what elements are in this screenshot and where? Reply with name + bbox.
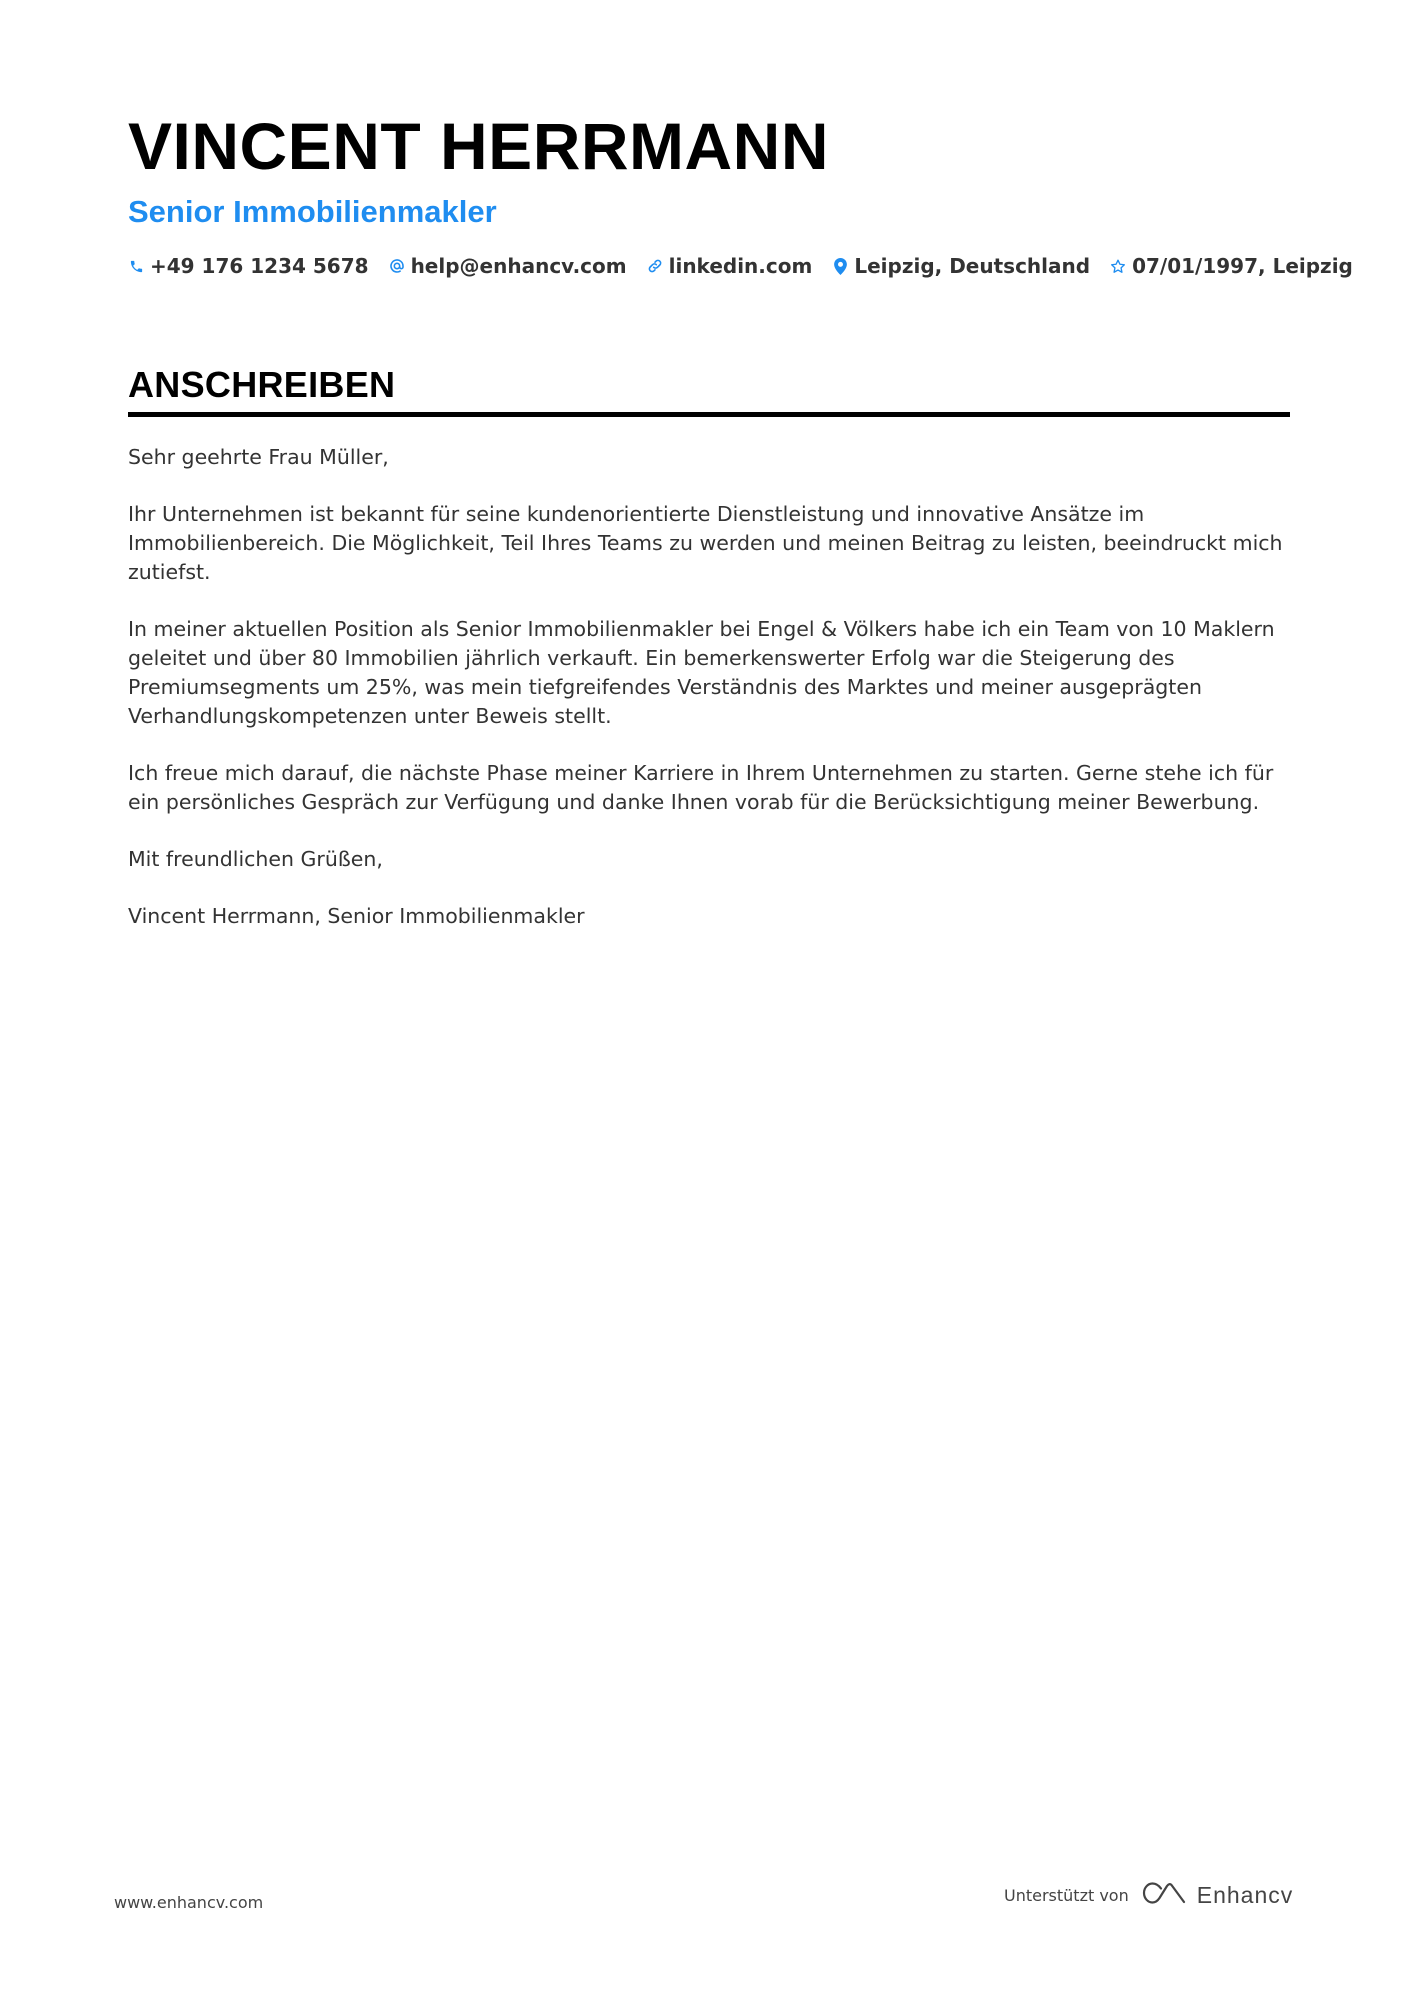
contact-bar [128, 254, 1353, 278]
letter-closing: Mit freundlichen Grüßen, [128, 847, 383, 871]
enhancv-logo-icon [1141, 1880, 1187, 1910]
contact-location-text: Leipzig, Deutschland [854, 254, 1091, 278]
contact-birth [1110, 254, 1353, 278]
contact-linkedin-text[interactable]: linkedin.com [668, 254, 813, 278]
letter-salutation: Sehr geehrte Frau Müller, [128, 445, 389, 469]
contact-phone [128, 254, 369, 278]
letter-signature: Vincent Herrmann, Senior Immobilienmakler [128, 904, 585, 928]
letter-body [128, 443, 1290, 931]
section-divider [128, 412, 1290, 417]
letter-paragraph: Ihr Unternehmen ist bekannt für seine kundenorientierte Dienstleistung und innovative Ansätze im Immobilienbereich. Die Möglichkeit, Teil Ihres Teams zu werden und meinen Beitrag zu leisten, beeindruckt mich zutiefst. [128, 502, 1283, 584]
phone-icon [128, 256, 144, 276]
contact-linkedin [647, 254, 813, 278]
letter-paragraph: In meiner aktuellen Position als Senior Immobilienmakler bei Engel & Völkers habe ich ein Team von 10 Maklern geleitet und über 80 Immobilien jährlich verkauft. Ein bemerkenswerter Erfolg war die Steigerung des Premiumsegments um 25%, was mein tiefgreifendes Verständnis des Marktes und meiner ausgeprägten Verhandlungskompetenzen unter Beweis stellt. [128, 617, 1275, 728]
at-icon [389, 256, 405, 276]
contact-email-text[interactable]: help@enhancv.com [410, 254, 627, 278]
job-title: Senior Immobilienmakler [128, 194, 497, 229]
section-title: ANSCHREIBEN [128, 364, 396, 405]
brand-logo[interactable] [1141, 1880, 1294, 1910]
star-icon [1110, 256, 1126, 276]
footer-website[interactable]: www.enhancv.com [114, 1893, 264, 1912]
contact-birth-text: 07/01/1997, Leipzig [1132, 254, 1353, 278]
location-pin-icon [832, 256, 848, 276]
cover-letter-page [128, 108, 1353, 959]
contact-email [389, 254, 627, 278]
powered-by-label: Unterstützt von [1004, 1885, 1129, 1905]
contact-phone-text[interactable]: +49 176 1234 5678 [150, 254, 369, 278]
link-icon [647, 256, 663, 276]
candidate-name: VINCENT HERRMANN [128, 109, 829, 183]
letter-paragraph: Ich freue mich darauf, die nächste Phase meiner Karriere in Ihrem Unternehmen zu starten. Gerne stehe ich für ein persönliches Gespräch zur Verfügung und danke Ihnen vorab für die Berücksichtigung meiner Bewerbung. [128, 761, 1274, 814]
contact-location [832, 254, 1090, 278]
footer-branding [1004, 1880, 1293, 1910]
brand-name: Enhancv [1196, 1881, 1294, 1908]
